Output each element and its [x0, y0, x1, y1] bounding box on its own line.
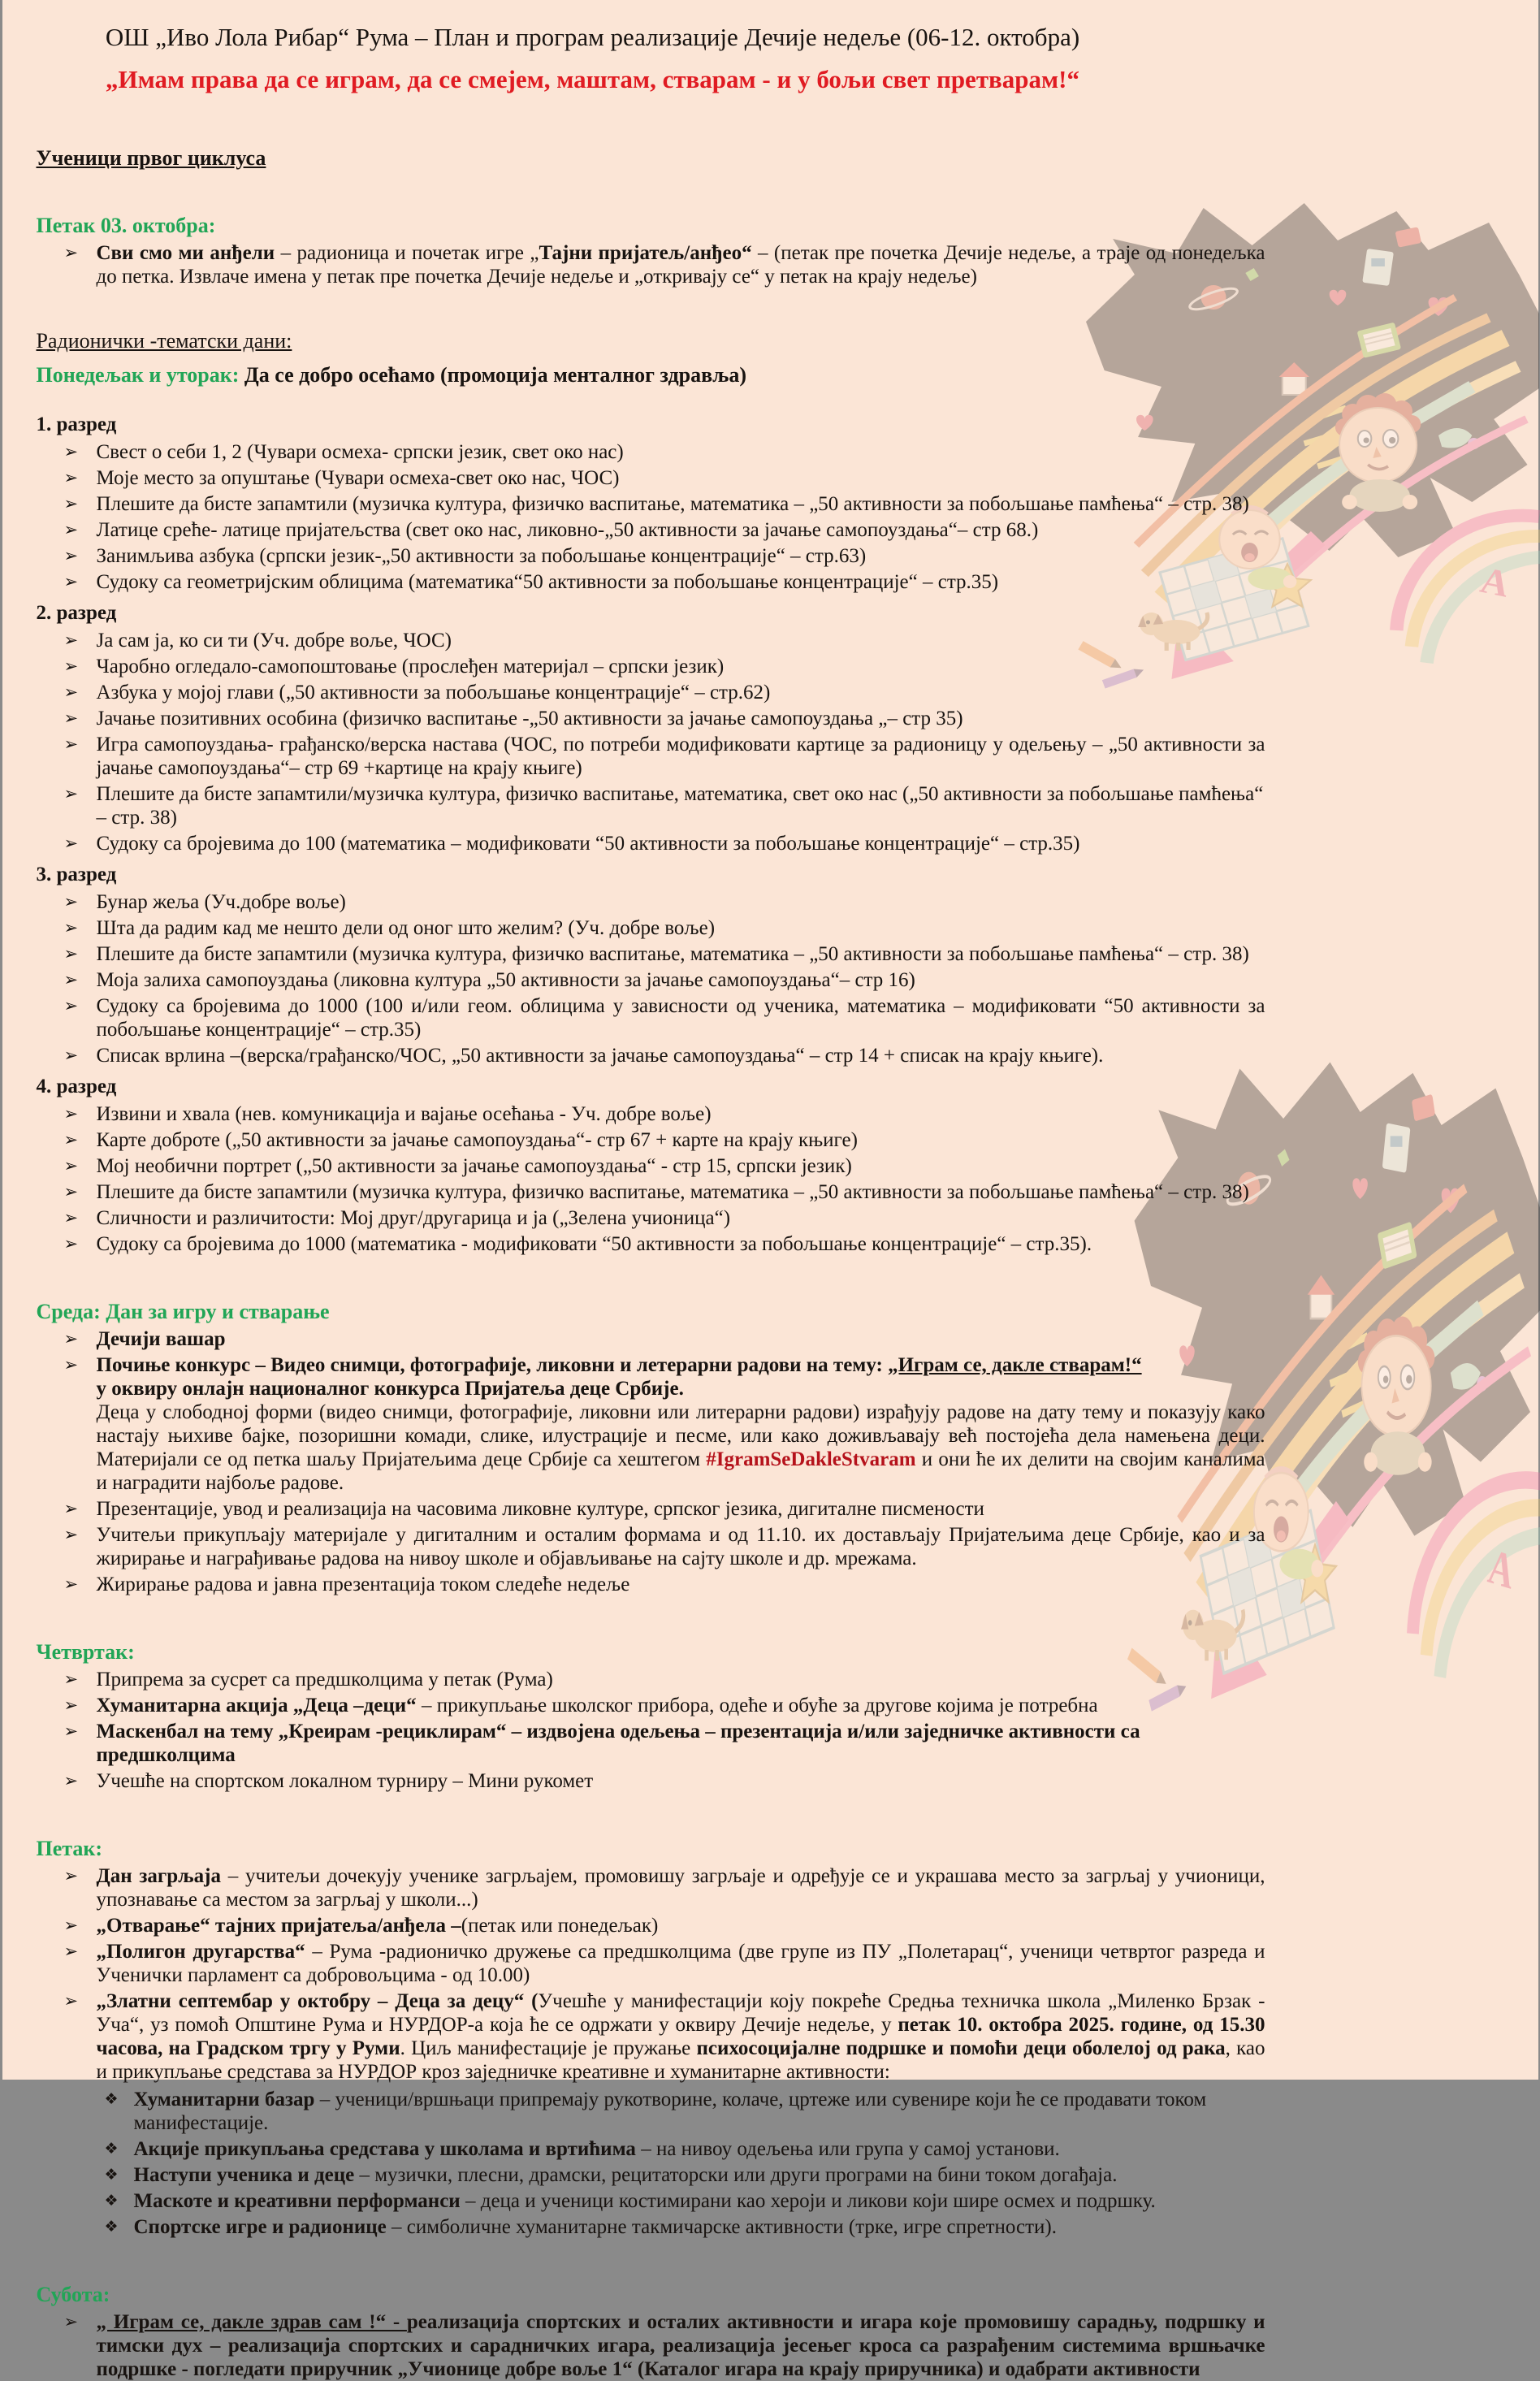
arrow-bullet-icon: ➢: [64, 1206, 79, 1230]
arrow-bullet-icon: ➢: [64, 1573, 79, 1596]
list-item-text: Наступи ученика и деце – музички, плесни, драмски, рецитаторски или други програми на бини током догађаја.: [134, 2164, 1118, 2186]
list-item-text: Маскоте и креативни перформанси – деца и ученици костимирани као хероји и ликови који шире осмех и подршку.: [134, 2190, 1156, 2212]
list-item-text: Судоку са бројевима до 1000 (100 и/или геом. облицима у зависности од ученика, математика – модификовати “50 активности за побољшање концентрације“ – стр.35): [97, 995, 1265, 1041]
arrow-bullet-icon: ➢: [64, 629, 79, 652]
list-sub-item: [105, 2137, 1265, 2161]
list-item: [64, 890, 1265, 914]
list-item-text: Плешите да бисте запамтили (музичка култура, физичко васпитање, математика – „50 активности за побољшање памћења“ – стр. 38): [97, 493, 1249, 515]
list-item-text: Судоку са геометријским облицима (математика“50 активности за побољшање концентрације“ – стр.35): [97, 571, 999, 593]
arrow-bullet-icon: ➢: [64, 968, 79, 992]
list-item-text: Занимљива азбука (српски језик-„50 активности за побољшање концентрације“ – стр.63): [97, 545, 867, 567]
list-item: [64, 1102, 1265, 1126]
list-item-text: Дан загрљаја – учитељи дочекују ученике загрљајем, промовишу загрљаје и одређује се и украшава место за загрљај у учионици, упознавање са местом за загрљај у школи...): [97, 1865, 1265, 1911]
list-item: [64, 655, 1265, 678]
arrow-bullet-icon: ➢: [64, 1232, 79, 1256]
list-item-text: Хуманитарна акција „Деца –деци“ – прикупљање школског прибора, одеће и обуће за другове којима је потребна: [97, 1695, 1098, 1716]
wednesday-list: [64, 1327, 1265, 1596]
list-item-text: Плешите да бисте запамтили (музичка култура, физичко васпитање, математика – „50 активности за побољшање памћења“ – стр. 38): [97, 943, 1249, 965]
list-item: [64, 832, 1265, 855]
grade-block: [37, 1075, 1265, 1256]
arrow-bullet-icon: ➢: [64, 466, 79, 490]
list-item: [64, 1989, 1265, 2084]
friday-heading: Петак:: [37, 1837, 1265, 1860]
list-sub-item: [105, 2189, 1265, 2213]
list-item: [64, 994, 1265, 1041]
list-item-text: Моје место за опуштање (Чувари осмеха-свет око нас, ЧОС): [97, 467, 620, 489]
thursday-heading: Четвртак:: [37, 1640, 1265, 1664]
arrow-bullet-icon: ➢: [64, 1720, 79, 1743]
cycle-heading: Ученици првог циклуса: [37, 146, 1265, 170]
list-item-text: Шта да радим кад ме нешто дели од оног што желим? (Уч. добре воље): [97, 917, 716, 939]
diamond-bullet-icon: ❖: [105, 2189, 119, 2213]
diamond-bullet-icon: ❖: [105, 2137, 119, 2161]
list-item-text: Извини и хвала (нев. комуникација и вајање осећања - Уч. добре воље): [97, 1103, 712, 1125]
list-item: [64, 1573, 1265, 1596]
document-content: [2, 0, 1538, 2381]
arrow-bullet-icon: ➢: [64, 1523, 79, 1547]
list-item-text: „Отварање“ тајних пријатеља/анђела –(петак или понедељак): [97, 1915, 659, 1937]
list-item-text: Сличности и различитости: Мој друг/другарица и ја („Зелена учионица“): [97, 1207, 731, 1229]
arrow-bullet-icon: ➢: [64, 890, 79, 914]
list-item: [64, 782, 1265, 829]
list-item-text: Дечији вашар: [97, 1328, 226, 1350]
list-item-text: Сви смо ми анђели – радионица и почетак игре „Тајни пријатељ/анђео“ – (петак пре почетка Дечије недеље, а траје од понедељка до петка. Извлаче имена у петак пре почетка Дечије недеље и „откривају се“ у петак на крају недеље): [97, 242, 1265, 288]
arrow-bullet-icon: ➢: [64, 733, 79, 756]
list-item-text: Списак врлина –(верска/грађанско/ЧОС, „50 активности за јачање самопоуздања“ – стр 14 + списак на крају књиге).: [97, 1045, 1104, 1067]
friday-oct3-heading: Петак 03. октобра:: [37, 214, 1265, 237]
list-item-text: Акције прикупљања средстава у школама и вртићима – на нивоу одељења или група у самој установи.: [134, 2138, 1060, 2160]
list-item: [64, 544, 1265, 568]
list-sub-item: [105, 2215, 1265, 2239]
arrow-bullet-icon: ➢: [64, 994, 79, 1018]
arrow-bullet-icon: ➢: [64, 1914, 79, 1937]
list-item-text: Спортске игре и радионице – симболичне хуманитарне такмичарске активности (трке, игре спретности).: [134, 2216, 1058, 2238]
grade-block: [37, 413, 1265, 594]
grade-heading: 2. разред: [37, 601, 1265, 625]
arrow-bullet-icon: ➢: [64, 1769, 79, 1793]
list-item: [64, 1154, 1265, 1178]
grades-container: [37, 413, 1265, 1256]
list-item: [64, 570, 1265, 594]
list-item-text: Бунар жеља (Уч.добре воље): [97, 891, 346, 913]
arrow-bullet-icon: ➢: [64, 544, 79, 568]
list-sub-item: [105, 2088, 1265, 2135]
grade-heading: 1. разред: [37, 413, 1265, 436]
list-item-text: Почиње конкурс – Видео снимци, фотографије, ликовни и летерарни радови на тему: „Играм се, дакле стварам!“ у оквиру онлајн националног конкурса Пријатеља деце Србије. Деца у слободној форми (видео снимци, фотографије, ликовни или литерарни радови) израђују радове на дату тему и показују како настају њихиве бајке, позоришни комади, слике, илустрације и песме, или како доживљавају већ постојећа дела намењена деци. Материјали се од петка шаљу Пријатељима деце Србије са хештегом #IgramSeDakleStvaram и они ће их делити на својим каналима и наградити најбоље радове.: [97, 1354, 1265, 1494]
monday-tuesday-heading: Понедељак и уторак: Да се добро осећамо (промоција менталног здравља): [37, 362, 1265, 388]
list-item: [64, 518, 1265, 542]
list-item-text: Хуманитарни базар – ученици/вршњаци припремају рукотворине, колаче, цртеже или сувенире који ће се продавати током манифестације.: [134, 2089, 1207, 2134]
document-page: [2, 0, 1538, 2080]
arrow-bullet-icon: ➢: [64, 655, 79, 678]
list-item: [64, 629, 1265, 652]
arrow-bullet-icon: ➢: [64, 241, 79, 265]
arrow-bullet-icon: ➢: [64, 1044, 79, 1067]
list-item: [64, 1044, 1265, 1067]
list-item: [64, 2310, 1265, 2381]
list-item-text: Латице среће- латице пријатељства (свет око нас, ликовно-„50 активности за јачање самопоуздања“– стр 68.): [97, 519, 1039, 541]
grade-block: [37, 601, 1265, 855]
list-item-text: Презентације, увод и реализација на часовима ликовне културе, српског језика, дигиталне писмености: [97, 1498, 984, 1520]
arrow-bullet-icon: ➢: [64, 1989, 79, 2013]
arrow-bullet-icon: ➢: [64, 782, 79, 806]
list-item-text: Свест о себи 1, 2 (Чувари осмеха- српски језик, свет око нас): [97, 441, 624, 463]
list-item-text: Чаробно огледало-самопоштовање (прослеђен материјал – српски језик): [97, 656, 725, 678]
list-item: [64, 1864, 1265, 1911]
friday-oct3-list: [64, 241, 1265, 288]
friday-list: [64, 1864, 1265, 2084]
list-sub-item: [105, 2163, 1265, 2187]
list-item: [64, 942, 1265, 966]
arrow-bullet-icon: ➢: [64, 916, 79, 940]
list-item: [64, 1769, 1265, 1793]
grade-list: [64, 890, 1265, 1067]
arrow-bullet-icon: ➢: [64, 1940, 79, 1963]
arrow-bullet-icon: ➢: [64, 832, 79, 855]
diamond-bullet-icon: ❖: [105, 2163, 119, 2187]
list-item-text: Припрема за сусрет са предшколцима у петак (Рума): [97, 1669, 553, 1691]
list-item-text: Ја сам ја, ко си ти (Уч. добре воље, ЧОС): [97, 630, 452, 652]
list-item: [64, 1720, 1265, 1767]
workshop-days-heading: Радионички -тематски дани:: [37, 329, 1265, 353]
list-item-text: Судоку са бројевима до 1000 (математика - модификовати “50 активности за побољшање концентрације“ – стр.35).: [97, 1233, 1092, 1255]
arrow-bullet-icon: ➢: [64, 1180, 79, 1204]
list-item: [64, 466, 1265, 490]
list-item: [64, 1232, 1265, 1256]
list-item: [64, 1668, 1265, 1691]
list-item-text: „Златни септембар у октобру – Деца за децу“ (Учешће у манифестацији коју покреће Средња техничка школа „Миленко Брзак - Уча“, уз помоћ Општине Рума и НУРДОР-а која ће се одржати у оквиру Дечије недеље, у петак 10. октобра 2025. године, од 15.30 часова, на Градском тргу у Руми. Циљ манифестације је пружање психосоцијалне подршке и помоћи деци оболелој од рака, као и прикупљање средстава за НУРДОР кроз заједничке креативне и хуманитарне активности:: [97, 1990, 1265, 2083]
friday-sub-list: [105, 2088, 1265, 2239]
grade-list: [64, 440, 1265, 594]
diamond-bullet-icon: ❖: [105, 2088, 119, 2111]
list-item: [64, 1523, 1265, 1570]
arrow-bullet-icon: ➢: [64, 1497, 79, 1521]
document-motto: „Имам права да се играм, да се смејем, маштам, стварам - и у бољи свет претварам!“: [37, 63, 1149, 96]
wednesday-heading: Среда: Дан за игру и стварање: [37, 1300, 1265, 1323]
list-item-text: Учешће на спортском локалном турниру – Мини рукомет: [97, 1770, 594, 1792]
list-item: [64, 440, 1265, 464]
grade-heading: 4. разред: [37, 1075, 1265, 1098]
arrow-bullet-icon: ➢: [64, 1694, 79, 1717]
list-item-text: Игра самопоуздања- грађанско/верска настава (ЧОС, по потреби модификовати картице за радионицу у одељењу – „50 активности за јачање самопоуздања“– стр 69 +картице на крају књиге): [97, 734, 1265, 779]
document-header: [37, 21, 1149, 96]
list-item-text: Плешите да бисте запамтили (музичка култура, физичко васпитање, математика – „50 активности за побољшање памћења“ – стр. 38): [97, 1181, 1249, 1203]
thursday-list: [64, 1668, 1265, 1793]
list-item-text: Карте доброте („50 активности за јачање самопоуздања“- стр 67 + карте на крају књиге): [97, 1129, 858, 1151]
list-item-text: „Полигон другарства“ – Рума -радионичко дружење са предшколцима (две групе из ПУ „Полетарац“, ученици четвртог разреда и Ученички парламент са добровољцима - од 10.00): [97, 1941, 1265, 1986]
list-item-text: Азбука у мојој глави („50 активности за побољшање концентрације“ – стр.62): [97, 682, 771, 703]
document-title: ОШ „Иво Лола Рибар“ Рума – План и програм реализације Дечије недеље (06-12. октобра): [37, 21, 1149, 54]
list-item: [64, 968, 1265, 992]
list-item: [64, 1940, 1265, 1987]
list-item: [64, 1353, 1265, 1495]
list-item: [64, 681, 1265, 704]
saturday-heading: Субота:: [37, 2283, 1265, 2306]
list-item: [64, 733, 1265, 780]
list-item: [64, 492, 1265, 516]
list-item-text: Учитељи прикупљају материјале у дигиталним и осталим формама и од 11.10. их достављају Пријатељима деце Србије, као и за жирирање и награђивање радова на нивоу школе и објављивање на сајту школе и др. мрежама.: [97, 1524, 1265, 1569]
arrow-bullet-icon: ➢: [64, 1102, 79, 1126]
grade-heading: 3. разред: [37, 863, 1265, 886]
list-item-text: Јачање позитивних особина (физичко васпитање -„50 активности за јачање самопоуздања „– стр 35): [97, 708, 963, 729]
list-item: [64, 1694, 1265, 1717]
grade-block: [37, 863, 1265, 1067]
list-item: [64, 707, 1265, 730]
arrow-bullet-icon: ➢: [64, 1353, 79, 1377]
saturday-list: [64, 2310, 1265, 2381]
arrow-bullet-icon: ➢: [64, 570, 79, 594]
list-item-text: „ Играм се, дакле здрав сам !“ - реализација спортских и осталих активности и игара које промовишу сарадњу, подршку и тимски дух – реализација спортских и сарадничких игара, реализација јесењег кроса са разрађеним системима вршњачке подршке - погледати приручник „Учионице добре воље 1“ (Каталог игара на крају приручника) и одабрати активности: [97, 2311, 1265, 2380]
arrow-bullet-icon: ➢: [64, 681, 79, 704]
arrow-bullet-icon: ➢: [64, 1327, 79, 1351]
list-item-text: Жирирање радова и јавна презентација током следеће недеље: [97, 1574, 630, 1595]
arrow-bullet-icon: ➢: [64, 1154, 79, 1178]
list-item: [64, 1206, 1265, 1230]
list-item: [64, 1497, 1265, 1521]
arrow-bullet-icon: ➢: [64, 2310, 79, 2334]
list-item: [64, 241, 1265, 288]
list-item: [64, 1914, 1265, 1937]
arrow-bullet-icon: ➢: [64, 492, 79, 516]
arrow-bullet-icon: ➢: [64, 707, 79, 730]
list-item-text: Мој необични портрет („50 активности за јачање самопоуздања“ - стр 15, српски језик): [97, 1155, 852, 1177]
list-item-text: Судоку са бројевима до 100 (математика – модификовати “50 активности за побољшање концентрације“ – стр.35): [97, 833, 1080, 855]
list-item: [64, 916, 1265, 940]
list-item: [64, 1180, 1265, 1204]
arrow-bullet-icon: ➢: [64, 518, 79, 542]
arrow-bullet-icon: ➢: [64, 1128, 79, 1152]
diamond-bullet-icon: ❖: [105, 2215, 119, 2239]
arrow-bullet-icon: ➢: [64, 1668, 79, 1691]
list-item-text: Маскенбал на тему „Креирам -рециклирам“ – издвојена одељења – презентација и/или заједничке активности са предшколцима: [97, 1721, 1140, 1766]
list-item-text: Моја залиха самопоуздања (ликовна култура „50 активности за јачање самопоуздања“– стр 16): [97, 969, 915, 991]
arrow-bullet-icon: ➢: [64, 440, 79, 464]
arrow-bullet-icon: ➢: [64, 942, 79, 966]
grade-list: [64, 629, 1265, 855]
list-item: [64, 1128, 1265, 1152]
arrow-bullet-icon: ➢: [64, 1864, 79, 1888]
list-item-text: Плешите да бисте запамтили/музичка култура, физичко васпитање, математика, свет око нас („50 активности за побољшање памћења“ – стр. 38): [97, 783, 1264, 829]
grade-list: [64, 1102, 1265, 1256]
list-item: [64, 1327, 1265, 1351]
